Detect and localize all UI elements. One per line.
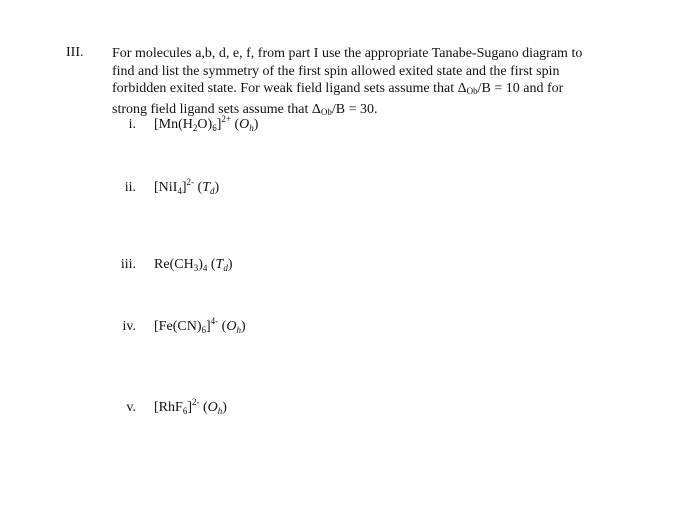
question-line-3: forbidden exited state. For weak field ligand sets assume that ΔOb/B = 10 and for: [112, 81, 564, 96]
item-numeral: i.: [128, 117, 136, 132]
item-formula: $[RhF_6]^{2-}$ $(O_h)$: [154, 397, 227, 416]
question-text: [112, 45, 582, 121]
item-formula: $[Fe(CN)_6]^{4-}$ $(O_h)$: [154, 316, 246, 335]
question-number: III.: [66, 45, 84, 60]
item-formula: $Re(CH_3)_4$ $(T_d)$: [154, 257, 233, 273]
item-formula: $[NiI_4]^{2-}$ $(T_d)$: [154, 177, 220, 196]
item-numeral: v.: [126, 400, 136, 415]
item-formula: $[Mn(H_2O)_6]^{2+}$ $(O_h)$: [154, 114, 259, 133]
item-numeral: iii.: [120, 257, 136, 272]
item-numeral: ii.: [124, 180, 136, 195]
question-line-4: strong field ligand sets assume that ΔOb/B = 30.: [112, 101, 378, 117]
item-numeral: iv.: [122, 319, 136, 334]
question-line-1: For molecules a,b, d, e, f, from part I use the appropriate Tanabe-Sugano diagram to: [112, 46, 583, 61]
question-line-2: find and list the symmetry of the first spin allowed exited state and the first spin: [112, 63, 560, 79]
